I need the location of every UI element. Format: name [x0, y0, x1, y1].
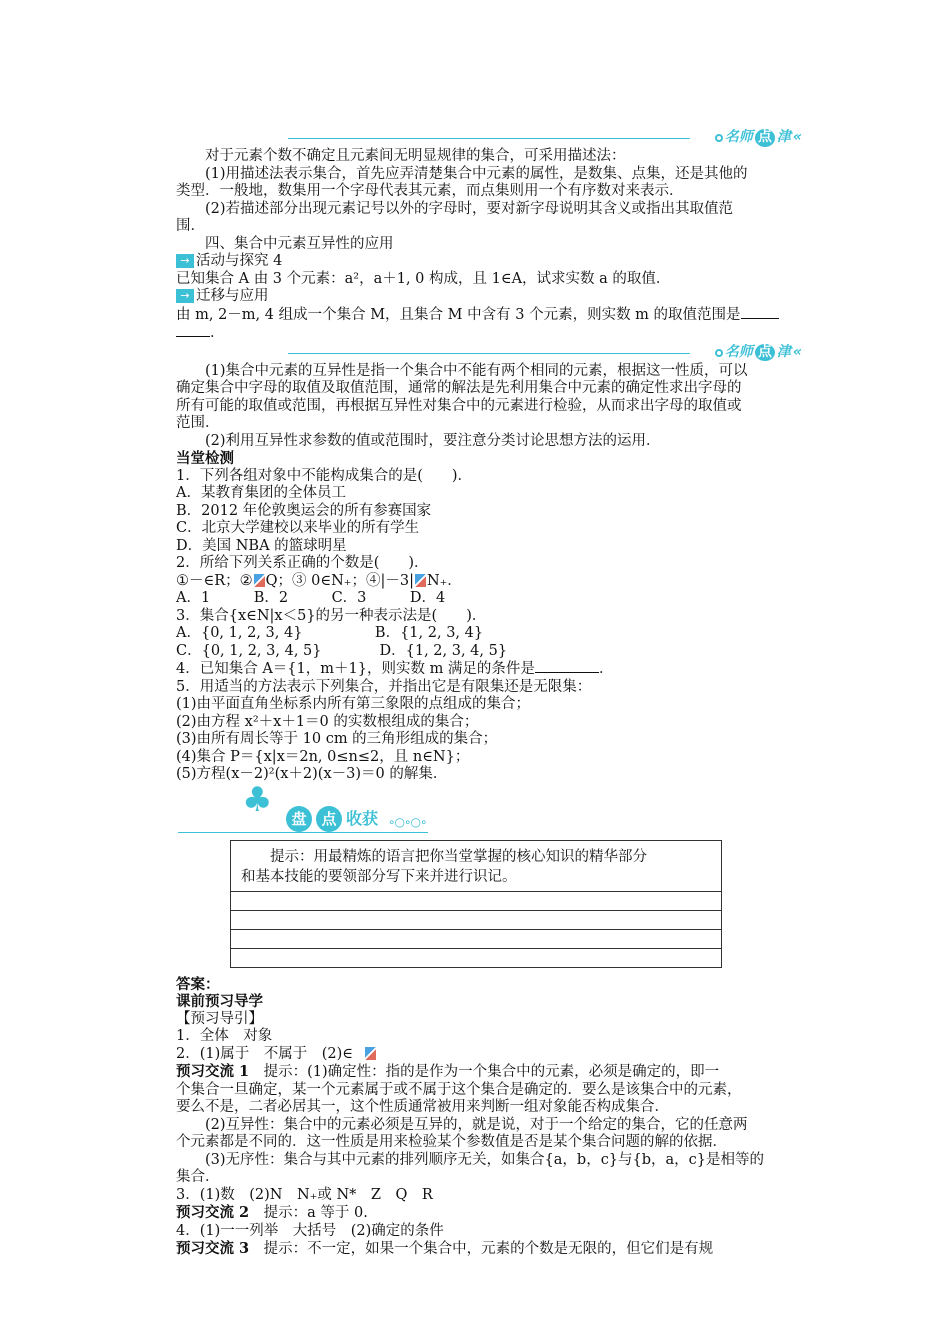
- section-title: 四、集合中元素互异性的应用: [205, 235, 394, 252]
- paragraph: 范围．: [176, 415, 220, 431]
- notes-tip: 提示：用最精炼的语言把你当堂掌握的核心知识的精华部分 和基本技能的要领部分写下来并进行识记。: [231, 841, 721, 892]
- not-subset-symbol-icon: [415, 574, 426, 587]
- question: 5．用适当的方法表示下列集合，并指出它是有限集还是无限集：: [176, 678, 592, 695]
- sub-question: (1)由平面直角坐标系内所有第三象限的点组成的集合；: [176, 696, 531, 712]
- double-chevron-icon: «: [792, 343, 802, 360]
- answer: 4．(1)一一列举 大括号 (2)确定的条件: [176, 1222, 444, 1239]
- sub-question: (4)集合 P＝{x|x＝2n, 0≤n≤2，且 n∈N}；: [176, 748, 470, 765]
- tag-highlight: 点: [755, 344, 775, 362]
- paragraph: 对于元素个数不确定且元素间无明显规律的集合，可采用描述法：: [205, 148, 626, 164]
- paragraph: 集合．: [176, 1169, 220, 1185]
- not-belong-symbol-icon: [365, 1047, 376, 1060]
- double-chevron-icon: «: [792, 129, 802, 146]
- banner-label: 收获: [346, 808, 379, 828]
- paragraph: 类型．一般地，数集用一个字母代表其元素，而点集则用一个有序数对来表示．: [176, 183, 684, 199]
- answers-title: 答案：: [176, 975, 220, 993]
- tag-text: 津: [776, 343, 791, 360]
- option: A．某教育集团的全体员工: [176, 485, 346, 501]
- paragraph: (2)利用互异性求参数的值或范围时，要注意分类讨论思想方法的运用．: [205, 432, 661, 449]
- paragraph: (1)集合中元素的互异性是指一个集合中不能有两个相同的元素，根据这一性质，可以: [205, 362, 748, 379]
- answer-blank: [176, 324, 210, 337]
- paragraph: 围．: [176, 218, 205, 234]
- paragraph: (2)互异性：集合中的元素必须是互异的，就是说，对于一个给定的集合，它的任意两: [205, 1116, 748, 1133]
- question: 4．已知集合 A＝{1，m＋1}，则实数 m 满足的条件是 ．: [176, 661, 614, 677]
- sub-question: (2)由方程 x²＋x＋1＝0 的实数根组成的集合；: [176, 713, 479, 730]
- check-title: 当堂检测: [176, 450, 234, 467]
- paragraph: 确定集合中字母的取值及取值范围，通常的解法是先利用集合中元素的确定性求出字母的: [176, 380, 742, 396]
- paragraph: (3)无序性：集合与其中元素的排列顺序无关，如集合{a，b，c}与{b，a，c}是相等的: [205, 1151, 765, 1168]
- notes-line[interactable]: [231, 892, 721, 911]
- teacher-tip-header: [288, 128, 802, 148]
- transfer-heading: → 迁移与应用: [176, 288, 806, 306]
- pre-study-title: 课前预习导学: [176, 993, 263, 1010]
- relations: ①－∈R；② Q；③ 0∈N₊；④|－3| N₊．: [176, 572, 462, 589]
- notes-line[interactable]: [231, 949, 721, 967]
- circle-icon: [715, 349, 723, 357]
- transfer-question: 由 m, 2－m, 4 组成一个集合 M，且集合 M 中含有 3 个元素，则实数 m 的取值范围是: [176, 306, 806, 325]
- transfer-question-end: ．: [176, 324, 806, 343]
- answer-blank: [535, 660, 599, 673]
- wave-icon: ∘○∘○∘: [388, 814, 427, 829]
- question: 1．下列各组对象中不能构成集合的是( )．: [176, 467, 473, 484]
- document-page: [176, 128, 806, 1259]
- banner-bubble: 盘: [286, 806, 312, 832]
- options: C．{0, 1, 2, 3, 4, 5} D．{1, 2, 3, 4, 5}: [176, 642, 508, 659]
- paragraph: 要么不是，二者必居其一，这个性质通常被用来判断一组对象能否构成集合．: [176, 1099, 669, 1115]
- banner-rule: [178, 832, 428, 833]
- teacher-tip-tag: [715, 128, 802, 148]
- tag-highlight: 点: [755, 129, 775, 147]
- paragraph: (1)用描述法表示集合，首先应弄清楚集合中元素的属性，是数集、点集，还是其他的: [205, 165, 748, 182]
- tag-text: 名师: [724, 129, 753, 146]
- notes-line[interactable]: [231, 911, 721, 930]
- circle-icon: [715, 134, 723, 142]
- teacher-tip-header: [288, 343, 802, 363]
- exchange: 预习交流 2 提示：a 等于 0.: [176, 1204, 368, 1221]
- question: 2．所给下列关系正确的个数是( )．: [176, 555, 429, 571]
- exchange: 预习交流 3 提示：不一定，如果一个集合中，元素的个数是无限的，但它们是有规: [176, 1240, 714, 1257]
- arrow-icon: →: [176, 289, 194, 303]
- option: C．北京大学建校以来毕业的所有学生: [176, 520, 420, 536]
- arrow-icon: →: [176, 254, 194, 268]
- option: D．美国 NBA 的篮球明星: [176, 537, 347, 554]
- tag-text: 津: [776, 129, 791, 146]
- answer: 1．全体 对象: [176, 1028, 273, 1044]
- option: B．2012 年伦敦奥运会的所有参赛国家: [176, 502, 432, 519]
- options: A．{0, 1, 2, 3, 4} B．{1, 2, 3, 4}: [176, 625, 484, 641]
- guide-title: 【预习导引】: [176, 1010, 263, 1027]
- header-rule: [288, 138, 690, 139]
- activity-heading: → 活动与探究 4: [176, 253, 806, 271]
- exchange: 预习交流 1 提示：(1)确定性：指的是作为一个集合中的元素，必须是确定的，即一: [176, 1063, 720, 1080]
- harvest-banner: [178, 779, 678, 838]
- options: A．1 B．2 C．3 D．4: [176, 590, 446, 606]
- answer-blank: [741, 306, 779, 319]
- notes-box: [230, 840, 722, 968]
- question: 3．集合{x∈N|x＜5}的另一种表示法是( )．: [176, 607, 487, 624]
- sub-question: (3)由所有周长等于 10 cm 的三角形组成的集合；: [176, 731, 498, 747]
- palm-tree-icon: ♣: [242, 779, 273, 820]
- paragraph: 个元素都是不同的．这一性质是用来检验某个参数值是否是某个集合问题的解的依据．: [176, 1134, 727, 1150]
- answer: 2．(1)属于 不属于 (2)∈: [176, 1046, 806, 1064]
- activity-question: 已知集合 A 由 3 个元素：a²，a＋1, 0 构成，且 1∈A，试求实数 a 的取值．: [176, 270, 671, 287]
- banner-bubble: 点: [316, 806, 342, 832]
- header-rule: [288, 353, 690, 354]
- paragraph: (2)若描述部分出现元素记号以外的字母时，要对新字母说明其含义或指出其取值范: [205, 200, 734, 217]
- paragraph: 所有可能的取值或范围，再根据互异性对集合中的元素进行检验，从而求出字母的取值或: [176, 397, 742, 414]
- teacher-tip-tag: [715, 343, 802, 363]
- sub-question: (5)方程(x－2)²(x＋2)(x－3)＝0 的解集．: [176, 766, 448, 782]
- answer: 3．(1)数 (2)N N₊或 N* Z Q R: [176, 1186, 433, 1203]
- tag-text: 名师: [724, 343, 753, 360]
- not-subset-symbol-icon: [254, 574, 265, 587]
- paragraph: 个集合一旦确定，某一个元素属于或不属于这个集合是确定的．要么是该集合中的元素，: [176, 1081, 742, 1098]
- notes-line[interactable]: [231, 930, 721, 949]
